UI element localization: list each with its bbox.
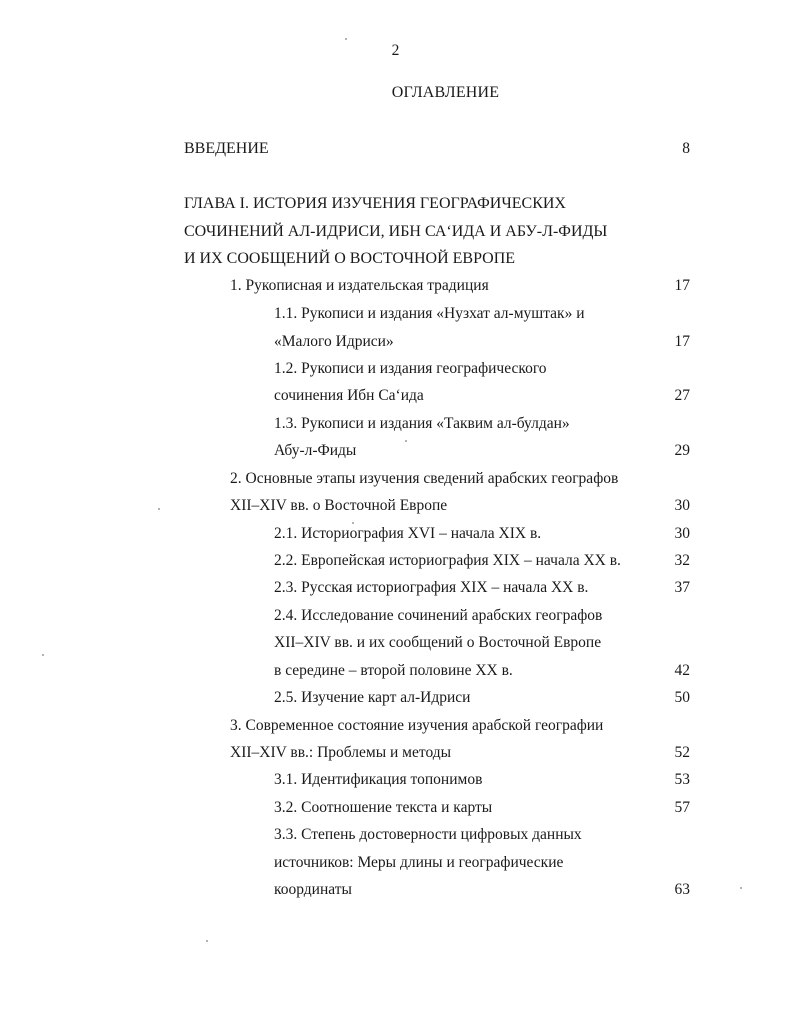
toc-entry bbox=[0, 274, 791, 298]
toc-entry-page-number: 37 bbox=[674, 579, 690, 596]
toc-entry bbox=[0, 439, 791, 463]
toc-entry-title: 3. Современное состояние изучения арабской географии bbox=[230, 717, 604, 734]
scan-speck bbox=[42, 654, 44, 656]
toc-entry-page-number: 8 bbox=[682, 140, 690, 157]
toc-entry-title: координаты bbox=[274, 881, 352, 898]
toc-entry bbox=[0, 494, 791, 518]
toc-entry bbox=[0, 686, 791, 710]
toc-entry-title: 2.4. Исследование сочинений арабских географов bbox=[274, 607, 603, 624]
toc-entry-title: 2.1. Историография XVI – начала XIX в. bbox=[274, 525, 542, 542]
toc-entry-page-number: 52 bbox=[674, 744, 690, 761]
toc-entry-title: 2.3. Русская историография XIX – начала XX в. bbox=[274, 579, 589, 596]
toc-entry-title: сочинения Ибн Са‘ида bbox=[274, 387, 424, 404]
scan-speck bbox=[405, 440, 407, 442]
toc-entry bbox=[0, 604, 791, 628]
scan-speck bbox=[345, 38, 347, 40]
toc-entry-page-number: 30 bbox=[674, 525, 690, 542]
toc-entry-title: 2.2. Европейская историография XIX – начала XX в. bbox=[274, 552, 621, 569]
toc-entry-page-number: 63 bbox=[674, 881, 690, 898]
toc-entry-title: 3.3. Степень достоверности цифровых данных bbox=[274, 826, 582, 843]
toc-entry-page-number: 50 bbox=[674, 689, 690, 706]
toc-entry-title: 3.1. Идентификация топонимов bbox=[274, 771, 483, 788]
toc-entry-title: И ИХ СООБЩЕНИЙ О ВОСТОЧНОЙ ЕВРОПЕ bbox=[184, 250, 516, 267]
toc-entry-title: в середине – второй половине XX в. bbox=[274, 662, 513, 679]
toc-entry-title: 1.2. Рукописи и издания географического bbox=[274, 360, 547, 377]
toc-entry-title: 1. Рукописная и издательская традиция bbox=[230, 277, 489, 294]
toc-entry-title: XII–XIV вв. и их сообщений о Восточной Европе bbox=[274, 634, 602, 651]
toc-entry bbox=[0, 659, 791, 683]
toc-entry bbox=[0, 741, 791, 765]
toc-entry bbox=[0, 192, 791, 216]
toc-entry-page-number: 30 bbox=[674, 497, 690, 514]
toc-entry bbox=[0, 851, 791, 875]
toc-entry bbox=[0, 384, 791, 408]
page-number: 2 bbox=[391, 42, 400, 59]
toc-entry bbox=[0, 823, 791, 847]
toc-entry bbox=[0, 714, 791, 738]
toc-entry bbox=[0, 220, 791, 244]
toc-entry-title: 1.1. Рукописи и издания «Нузхат ал-муштак» и bbox=[274, 305, 585, 322]
toc-entry-page-number: 17 bbox=[674, 333, 690, 350]
toc-entry-title: ВВЕДЕНИЕ bbox=[184, 140, 269, 157]
scan-speck bbox=[158, 508, 160, 510]
scan-speck bbox=[206, 940, 208, 942]
toc-entry bbox=[0, 878, 791, 902]
toc-entry-title: источников: Меры длины и географические bbox=[274, 854, 564, 871]
toc-entry bbox=[0, 330, 791, 354]
toc-entry-title: 2. Основные этапы изучения сведений арабских географов bbox=[230, 470, 619, 487]
toc-entry-title: 2.5. Изучение карт ал-Идриси bbox=[274, 689, 471, 706]
scan-speck bbox=[352, 522, 354, 524]
toc-entry-page-number: 27 bbox=[674, 387, 690, 404]
toc-entry-page-number: 57 bbox=[674, 799, 690, 816]
toc-entry-title: «Малого Идриси» bbox=[274, 333, 394, 350]
toc-entry bbox=[0, 137, 791, 161]
toc-entry-title: XII–XIV вв.: Проблемы и методы bbox=[230, 744, 452, 761]
toc-entry-page-number: 29 bbox=[674, 442, 690, 459]
toc-entry-title: 3.2. Соотношение текста и карты bbox=[274, 799, 493, 816]
toc-entry-page-number: 42 bbox=[674, 662, 690, 679]
toc-entry bbox=[0, 631, 791, 655]
toc-entry bbox=[0, 357, 791, 381]
toc-entry bbox=[0, 768, 791, 792]
toc-entry bbox=[0, 576, 791, 600]
toc-entry-page-number: 17 bbox=[674, 277, 690, 294]
toc-entry-title: 1.3. Рукописи и издания «Таквим ал-булдан» bbox=[274, 415, 570, 432]
toc-entry-title: ГЛАВА I. ИСТОРИЯ ИЗУЧЕНИЯ ГЕОГРАФИЧЕСКИХ bbox=[184, 195, 566, 212]
toc-entry-title: СОЧИНЕНИЙ АЛ-ИДРИСИ, ИБН СА‘ИДА И АБУ-Л-ФИДЫ bbox=[184, 223, 608, 240]
toc-entry bbox=[0, 522, 791, 546]
toc-entry bbox=[0, 796, 791, 820]
toc-entry-title: XII–XIV вв. о Восточной Европе bbox=[230, 497, 448, 514]
toc-entry-page-number: 53 bbox=[674, 771, 690, 788]
toc-entry bbox=[0, 247, 791, 271]
toc-entry bbox=[0, 302, 791, 326]
toc-entry-title: Абу-л-Фиды bbox=[274, 442, 357, 459]
toc-title: ОГЛАВЛЕНИЕ bbox=[391, 84, 500, 101]
toc-entry bbox=[0, 467, 791, 491]
toc-entry-page-number: 32 bbox=[674, 552, 690, 569]
toc-entry bbox=[0, 412, 791, 436]
toc-entry bbox=[0, 549, 791, 573]
scan-speck bbox=[740, 887, 742, 889]
